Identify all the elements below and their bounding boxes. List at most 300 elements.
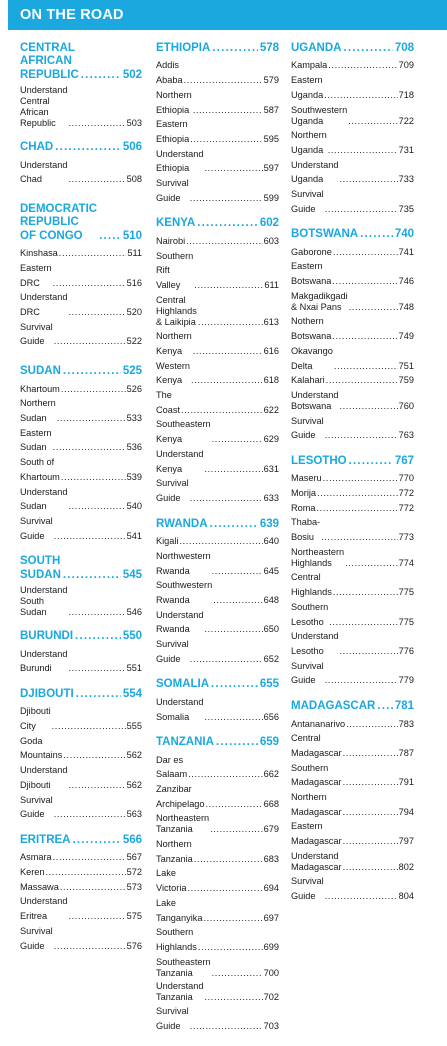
toc-entry[interactable] [291, 629, 414, 658]
country-name: LESOTHO [291, 454, 347, 467]
toc-entry[interactable] [156, 295, 279, 328]
leader-dots [190, 191, 263, 206]
toc-entry[interactable] [20, 647, 142, 676]
country-name: KENYA [156, 217, 196, 230]
toc-entry[interactable] [20, 763, 142, 792]
entry-page-number: 539 [126, 471, 142, 482]
leader-dots [340, 644, 398, 659]
leader-dots [343, 834, 398, 849]
leader-dots [198, 940, 263, 955]
toc-entry[interactable] [20, 246, 142, 261]
entry-list [20, 704, 142, 822]
entry-name: Survival Guide [20, 321, 53, 347]
entry-list [156, 695, 279, 724]
country-heading[interactable] [291, 42, 414, 55]
entry-page-number: 741 [398, 246, 414, 257]
country-heading[interactable] [156, 42, 279, 55]
entry-name: Northern Madagascar [291, 792, 342, 817]
entry-page-number: 520 [126, 307, 142, 318]
toc-entry[interactable] [156, 534, 279, 549]
entry-page-number: 503 [126, 118, 142, 129]
toc-entry[interactable] [291, 731, 414, 760]
leader-dots [343, 805, 398, 820]
entry-page-number: 775 [398, 616, 414, 627]
country-name: DJIBOUTI [20, 687, 74, 700]
toc-entry[interactable] [20, 158, 142, 187]
toc-entry[interactable] [20, 894, 142, 923]
country-name: BURUNDI [20, 630, 74, 643]
toc-entry[interactable] [20, 290, 142, 319]
entry-page-number: 567 [126, 852, 142, 863]
country-section [156, 42, 279, 205]
leader-dots [343, 746, 398, 761]
leader-dots [60, 880, 126, 895]
entry-page-number: 562 [126, 750, 142, 761]
toc-entry[interactable] [156, 813, 279, 835]
entry-name: Understand Sudan [20, 486, 68, 512]
toc-entry[interactable] [291, 659, 414, 688]
toc-entry[interactable] [156, 837, 279, 866]
entry-page-number: 722 [398, 115, 414, 126]
toc-entry[interactable] [20, 485, 142, 514]
entry-name: Northwestern Rwanda [156, 550, 211, 576]
entry-name: Survival Guide [291, 876, 324, 902]
country-heading[interactable] [20, 203, 142, 243]
leader-dots [179, 534, 262, 549]
entry-page-number: 797 [398, 836, 414, 847]
country-heading[interactable] [20, 834, 142, 847]
toc-entry[interactable] [156, 147, 279, 176]
entry-page-number: 668 [263, 798, 279, 809]
toc-entry[interactable] [20, 585, 142, 618]
leader-dots [332, 329, 397, 344]
toc-entry[interactable] [291, 291, 414, 313]
leader-dots [46, 865, 126, 880]
entry-page-number: 546 [126, 607, 142, 618]
leader-dots [328, 58, 397, 73]
entry-name: Survival Guide [20, 515, 53, 541]
toc-entry[interactable] [20, 382, 142, 397]
toc-entry[interactable] [156, 549, 279, 578]
toc-entry[interactable] [156, 58, 279, 87]
leader-dots [321, 530, 398, 545]
toc-entry[interactable] [20, 924, 142, 953]
entry-name: Makgadikgadi & Nxai Pans [291, 290, 348, 312]
leader-dots [326, 373, 398, 388]
country-name: SUDAN [20, 365, 61, 378]
entry-name: Gaborone [291, 246, 332, 257]
country-name: TANZANIA [156, 736, 214, 749]
entry-page-number: 595 [263, 133, 279, 144]
leader-dots [69, 305, 126, 320]
entry-name: Northern Uganda [291, 130, 327, 155]
entry-list [291, 245, 414, 443]
entry-page-number: 652 [263, 653, 279, 664]
toc-entry[interactable] [291, 373, 414, 388]
leader-dots [53, 276, 126, 291]
country-heading[interactable] [20, 630, 142, 643]
leader-dots [332, 274, 397, 289]
toc-entry[interactable] [156, 957, 279, 979]
country-heading[interactable] [20, 42, 142, 82]
country-page-number: 781 [394, 700, 414, 713]
entry-page-number: 718 [398, 89, 414, 100]
entry-name: Northern Tanzania [156, 839, 193, 864]
toc-entry[interactable] [156, 176, 279, 205]
toc-entry[interactable] [291, 790, 414, 819]
leader-dots [377, 700, 392, 713]
toc-entry[interactable] [156, 88, 279, 117]
country-heading[interactable] [156, 518, 279, 531]
entry-list [291, 471, 414, 688]
leader-dots [210, 518, 258, 531]
entry-name: Eastern Madagascar [291, 821, 342, 847]
country-section [156, 736, 279, 1033]
entry-page-number: 694 [263, 883, 279, 894]
entry-page-number: 631 [263, 463, 279, 474]
entry-page-number: 700 [263, 967, 279, 978]
entry-page-number: 603 [263, 235, 279, 246]
entry-name: Survival Guide [291, 188, 324, 214]
country-page-number: 550 [122, 630, 142, 643]
country-page-number: 506 [122, 141, 142, 154]
entry-name: Understand Rwanda [156, 609, 204, 635]
entry-list [20, 647, 142, 676]
toc-entry[interactable] [291, 58, 414, 73]
entry-page-number: 759 [398, 375, 414, 386]
toc-entry[interactable] [291, 259, 414, 288]
toc-entry[interactable] [156, 117, 279, 146]
entry-list [291, 58, 414, 216]
country-section [20, 555, 142, 618]
entry-list [20, 382, 142, 544]
country-heading[interactable] [291, 455, 414, 468]
toc-entry[interactable] [291, 717, 414, 732]
leader-dots [203, 911, 262, 926]
toc-column-2 [156, 42, 279, 1046]
entry-page-number: 573 [126, 881, 142, 892]
toc-entry[interactable] [291, 570, 414, 599]
entry-list [156, 753, 279, 1034]
entry-name: Djibouti City [20, 706, 51, 732]
country-section [291, 228, 414, 443]
entry-page-number: 562 [126, 779, 142, 790]
entry-page-number: 774 [398, 557, 414, 568]
country-heading[interactable] [156, 217, 279, 230]
leader-dots [210, 824, 263, 835]
entry-name: Survival Guide [20, 794, 53, 820]
toc-entry[interactable] [291, 851, 414, 873]
toc-entry[interactable] [291, 245, 414, 260]
toc-entry[interactable] [291, 314, 414, 343]
toc-entry[interactable] [291, 187, 414, 216]
entry-name: Thaba-Bosiu [291, 517, 321, 543]
toc-entry[interactable] [156, 447, 279, 476]
leader-dots [345, 558, 398, 569]
toc-entry[interactable] [291, 390, 414, 412]
country-heading[interactable] [20, 555, 142, 582]
leader-dots [211, 678, 258, 691]
country-section [20, 630, 142, 676]
entry-list [156, 234, 279, 506]
leader-dots [343, 42, 392, 55]
entry-name: Nothern Botswana [291, 316, 332, 342]
leader-dots [193, 103, 263, 118]
entry-page-number: 526 [126, 383, 142, 394]
leader-dots [334, 359, 398, 374]
entry-name: Survival Guide [156, 1006, 189, 1031]
toc-entry[interactable] [156, 578, 279, 607]
leader-dots [216, 736, 258, 749]
entry-page-number: 791 [398, 777, 414, 788]
toc-entry[interactable] [20, 455, 142, 484]
toc-entry[interactable] [291, 515, 414, 544]
leader-dots [191, 373, 263, 388]
entry-page-number: 748 [398, 301, 414, 312]
entry-name: Northeastern Tanzania [156, 813, 210, 835]
country-page-number: 767 [394, 454, 414, 467]
country-heading[interactable] [20, 365, 142, 378]
leader-dots [206, 797, 263, 812]
leader-dots [324, 88, 397, 103]
entry-page-number: 611 [264, 279, 279, 290]
toc-entry[interactable] [20, 261, 142, 290]
leader-dots [190, 1019, 263, 1034]
toc-entry[interactable] [156, 359, 279, 388]
toc-entry[interactable] [291, 819, 414, 848]
entry-page-number: 633 [263, 492, 279, 503]
toc-entry[interactable] [156, 476, 279, 505]
leader-dots [340, 401, 398, 412]
toc-entry[interactable] [291, 344, 414, 373]
country-heading[interactable] [291, 228, 414, 241]
entry-page-number: 709 [398, 60, 414, 71]
leader-dots [53, 850, 126, 865]
leader-dots [55, 141, 121, 154]
toc-entry[interactable] [291, 600, 414, 629]
toc-entry[interactable] [20, 793, 142, 822]
leader-dots [181, 403, 263, 418]
toc-entry[interactable] [156, 695, 279, 724]
toc-entry[interactable] [20, 85, 142, 129]
country-heading[interactable] [20, 688, 142, 701]
toc-entry[interactable] [291, 486, 414, 501]
toc-column-1 [20, 42, 142, 965]
entry-name: Understand South Sudan [20, 585, 68, 618]
toc-entry[interactable] [291, 158, 414, 187]
entry-name: Understand Kenya [156, 448, 204, 474]
toc-entry[interactable] [20, 704, 142, 733]
leader-dots [54, 939, 126, 954]
leader-dots [325, 673, 398, 688]
toc-entry[interactable] [156, 608, 279, 637]
entry-page-number: 751 [398, 360, 414, 371]
leader-dots [72, 834, 120, 847]
entry-page-number: 703 [263, 1020, 279, 1031]
entry-name: Dar es Salaam [156, 754, 188, 780]
entry-name: Southwestern Uganda [291, 104, 348, 126]
entry-name: Massawa [20, 881, 59, 892]
entry-page-number: 804 [398, 891, 414, 902]
leader-dots [69, 118, 126, 129]
toc-entry[interactable] [20, 320, 142, 349]
country-heading[interactable] [156, 678, 279, 691]
entry-name: Morija [291, 488, 317, 499]
entry-page-number: 735 [398, 203, 414, 214]
entry-page-number: 650 [263, 624, 279, 635]
toc-entry[interactable] [291, 128, 414, 157]
country-page-number: 554 [122, 687, 142, 700]
country-heading[interactable] [291, 700, 414, 713]
leader-dots [76, 688, 121, 701]
country-section [156, 217, 279, 505]
toc-entry[interactable] [20, 514, 142, 543]
toc-entry[interactable] [20, 880, 142, 895]
entry-list [20, 85, 142, 129]
leader-dots [212, 432, 263, 447]
toc-entry[interactable] [156, 896, 279, 925]
toc-entry[interactable] [156, 637, 279, 666]
entry-name: Southern Highlands [156, 927, 197, 952]
toc-entry[interactable] [20, 865, 142, 880]
entry-page-number: 679 [263, 824, 279, 835]
entry-page-number: 802 [398, 861, 414, 872]
entry-page-number: 699 [263, 941, 279, 952]
entry-page-number: 773 [398, 532, 414, 543]
toc-entry[interactable] [20, 396, 142, 425]
entry-page-number: 533 [126, 412, 142, 423]
entry-name: Understand Madagascar [291, 850, 342, 872]
toc-entry[interactable] [291, 761, 414, 790]
toc-entry[interactable] [156, 866, 279, 895]
toc-entry[interactable] [156, 249, 279, 293]
country-name: MADAGASCAR [291, 700, 376, 713]
toc-entry[interactable] [291, 414, 414, 443]
entry-name: The Coast [156, 390, 181, 415]
entry-name: Central Madagascar [291, 733, 342, 758]
toc-entry[interactable] [156, 782, 279, 811]
country-page-number: 655 [259, 678, 279, 691]
toc-entry[interactable] [156, 234, 279, 249]
leader-dots [212, 968, 263, 979]
toc-entry[interactable] [291, 547, 414, 569]
leader-dots [349, 302, 398, 313]
toc-entry[interactable] [156, 925, 279, 954]
country-name: ETHIOPIA [156, 42, 211, 54]
leader-dots [343, 775, 398, 790]
entry-page-number: 770 [398, 473, 414, 484]
leader-dots [188, 767, 263, 782]
leader-dots [184, 73, 263, 88]
leader-dots [212, 42, 258, 55]
entry-page-number: 555 [126, 721, 142, 732]
toc-entry[interactable] [156, 388, 279, 417]
toc-entry[interactable] [156, 753, 279, 782]
entry-page-number: 587 [263, 104, 279, 115]
entry-name: Northern Sudan [20, 398, 56, 423]
entry-name: Understand Ethiopia [156, 148, 204, 174]
toc-entry[interactable] [291, 105, 414, 127]
toc-entry[interactable] [156, 1004, 279, 1033]
country-name: ERITREA [20, 833, 71, 846]
leader-dots [54, 334, 126, 349]
entry-page-number: 760 [398, 400, 414, 411]
entry-name: Kinshasa [20, 248, 58, 259]
toc-entry[interactable] [20, 426, 142, 455]
entry-page-number: 551 [126, 663, 142, 674]
entry-name: Central Highlands [291, 572, 332, 598]
entry-name: South of Khartoum [20, 457, 60, 482]
entry-name: Southern Rift Valley [156, 250, 194, 290]
entry-name: Understand Burundi [20, 648, 68, 674]
entry-name: Understand Botswana [291, 389, 339, 411]
section-banner [8, 0, 447, 30]
leader-dots [53, 440, 126, 455]
toc-entry[interactable] [291, 874, 414, 903]
country-page-number: 510 [122, 229, 142, 242]
country-section [20, 141, 142, 187]
entry-page-number: 613 [263, 316, 279, 327]
entry-name: Eastern DRC [20, 262, 52, 288]
entry-name: Maseru [291, 473, 322, 484]
leader-dots [325, 889, 398, 904]
toc-entry[interactable] [156, 417, 279, 446]
toc-entry[interactable] [291, 501, 414, 516]
entry-name: Understand Lesotho [291, 631, 339, 656]
entry-list [291, 717, 414, 904]
country-page-number: 708 [394, 42, 414, 54]
entry-page-number: 656 [263, 711, 279, 722]
country-name: RWANDA [156, 517, 208, 530]
leader-dots [329, 615, 397, 630]
leader-dots [54, 807, 126, 822]
entry-name: Survival Guide [291, 415, 324, 441]
leader-dots [317, 486, 398, 501]
toc-entry[interactable] [156, 981, 279, 1003]
entry-name: Kampala [291, 60, 328, 71]
leader-dots [333, 245, 398, 260]
toc-entry[interactable] [20, 734, 142, 763]
toc-entry[interactable] [20, 850, 142, 865]
entry-page-number: 541 [126, 530, 142, 541]
country-page-number: 578 [259, 42, 279, 54]
entry-page-number: 575 [126, 911, 142, 922]
country-page-number: 602 [259, 217, 279, 230]
entry-page-number: 522 [126, 336, 142, 347]
country-page-number: 525 [122, 365, 142, 378]
entry-page-number: 572 [126, 867, 142, 878]
country-heading[interactable] [20, 141, 142, 154]
entry-page-number: 508 [126, 174, 142, 185]
leader-dots [99, 230, 121, 243]
entry-page-number: 662 [263, 769, 279, 780]
leader-dots [325, 428, 398, 443]
leader-dots [205, 462, 263, 477]
toc-entry[interactable] [156, 329, 279, 358]
entry-page-number: 746 [398, 276, 414, 287]
toc-entry[interactable] [291, 73, 414, 102]
leader-dots [205, 161, 263, 176]
entry-page-number: 648 [263, 594, 279, 605]
country-name: SOUTH SUDAN [20, 555, 61, 581]
leader-dots [63, 748, 125, 763]
entry-name: Southwestern Rwanda [156, 580, 213, 605]
entry-name: Roma [291, 502, 316, 513]
leader-dots [323, 471, 398, 486]
leader-dots [205, 992, 263, 1003]
country-heading[interactable] [156, 736, 279, 749]
toc-entry[interactable] [291, 471, 414, 486]
